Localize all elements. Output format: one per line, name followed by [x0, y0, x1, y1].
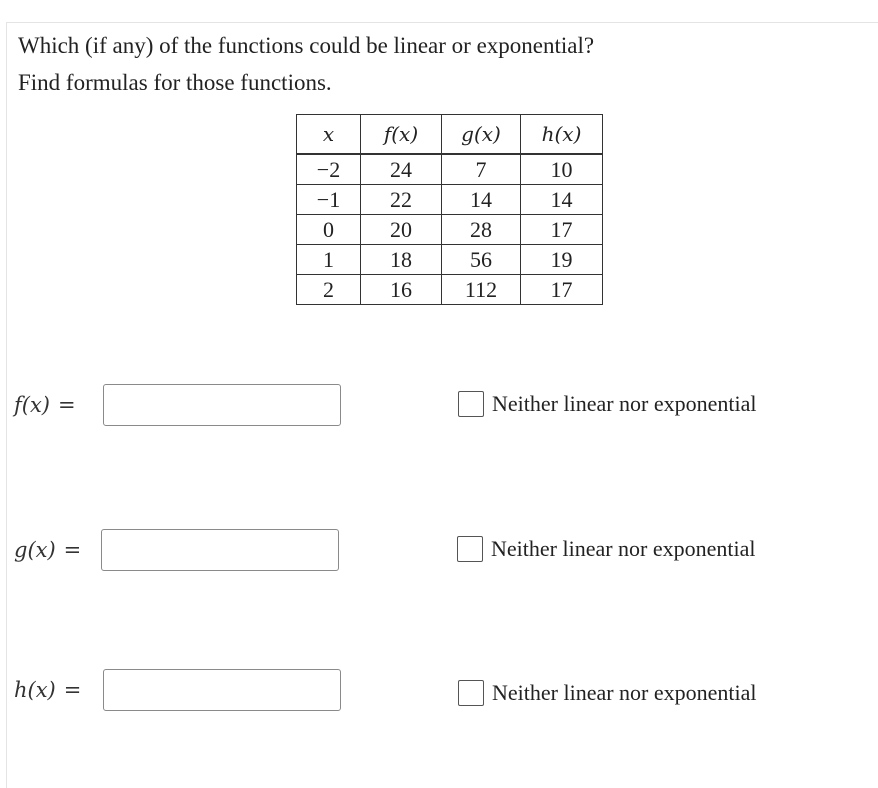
cell-h: 19	[521, 245, 603, 275]
f-formula-input[interactable]	[103, 384, 341, 426]
cell-h: 14	[521, 185, 603, 215]
f-label-name: f(x)	[14, 393, 51, 417]
cell-x: −2	[297, 154, 361, 185]
table-header-row	[297, 115, 603, 155]
f-neither-checkbox[interactable]	[458, 391, 484, 417]
cell-g: 112	[442, 275, 521, 305]
h-neither-label: Neither linear nor exponential	[492, 680, 757, 705]
cell-x: −1	[297, 185, 361, 215]
h-label	[14, 668, 81, 712]
function-values-table	[296, 114, 603, 305]
g-label	[14, 528, 81, 572]
table-row	[297, 185, 603, 215]
question-text	[18, 27, 594, 101]
f-label-equals: =	[58, 393, 76, 417]
question-line-1: Which (if any) of the functions could be linear or exponential?	[18, 33, 595, 58]
question-line-2: Find formulas for those functions.	[18, 70, 332, 95]
cell-g: 7	[442, 154, 521, 185]
table-row	[297, 245, 603, 275]
g-neither-checkbox[interactable]	[457, 536, 483, 562]
cell-g: 56	[442, 245, 521, 275]
f-neither-label: Neither linear nor exponential	[492, 391, 757, 416]
cell-x: 0	[297, 215, 361, 245]
h-formula-input[interactable]	[103, 669, 341, 711]
g-label-name: g(x)	[14, 538, 56, 562]
h-label-equals: =	[63, 678, 82, 702]
header-x: x	[297, 115, 361, 155]
content-frame-top-border	[6, 22, 878, 23]
table-row	[297, 275, 603, 305]
cell-f: 24	[361, 154, 442, 185]
content-frame-left-border	[6, 22, 7, 788]
cell-f: 20	[361, 215, 442, 245]
header-g: g(x)	[442, 115, 521, 155]
h-neither-option[interactable]	[458, 680, 757, 706]
cell-g: 14	[442, 185, 521, 215]
cell-h: 17	[521, 215, 603, 245]
cell-x: 2	[297, 275, 361, 305]
cell-f: 16	[361, 275, 442, 305]
table-row	[297, 154, 603, 185]
table-row	[297, 215, 603, 245]
f-label	[14, 383, 76, 427]
cell-g: 28	[442, 215, 521, 245]
cell-x: 1	[297, 245, 361, 275]
header-h: h(x)	[521, 115, 603, 155]
cell-f: 22	[361, 185, 442, 215]
g-neither-label: Neither linear nor exponential	[491, 536, 756, 561]
cell-f: 18	[361, 245, 442, 275]
h-label-name: h(x)	[14, 678, 56, 702]
g-label-equals: =	[63, 538, 82, 562]
cell-h: 17	[521, 275, 603, 305]
g-formula-input[interactable]	[101, 529, 339, 571]
header-f: f(x)	[361, 115, 442, 155]
g-neither-option[interactable]	[457, 536, 756, 562]
cell-h: 10	[521, 154, 603, 185]
f-neither-option[interactable]	[458, 391, 757, 417]
h-neither-checkbox[interactable]	[458, 680, 484, 706]
